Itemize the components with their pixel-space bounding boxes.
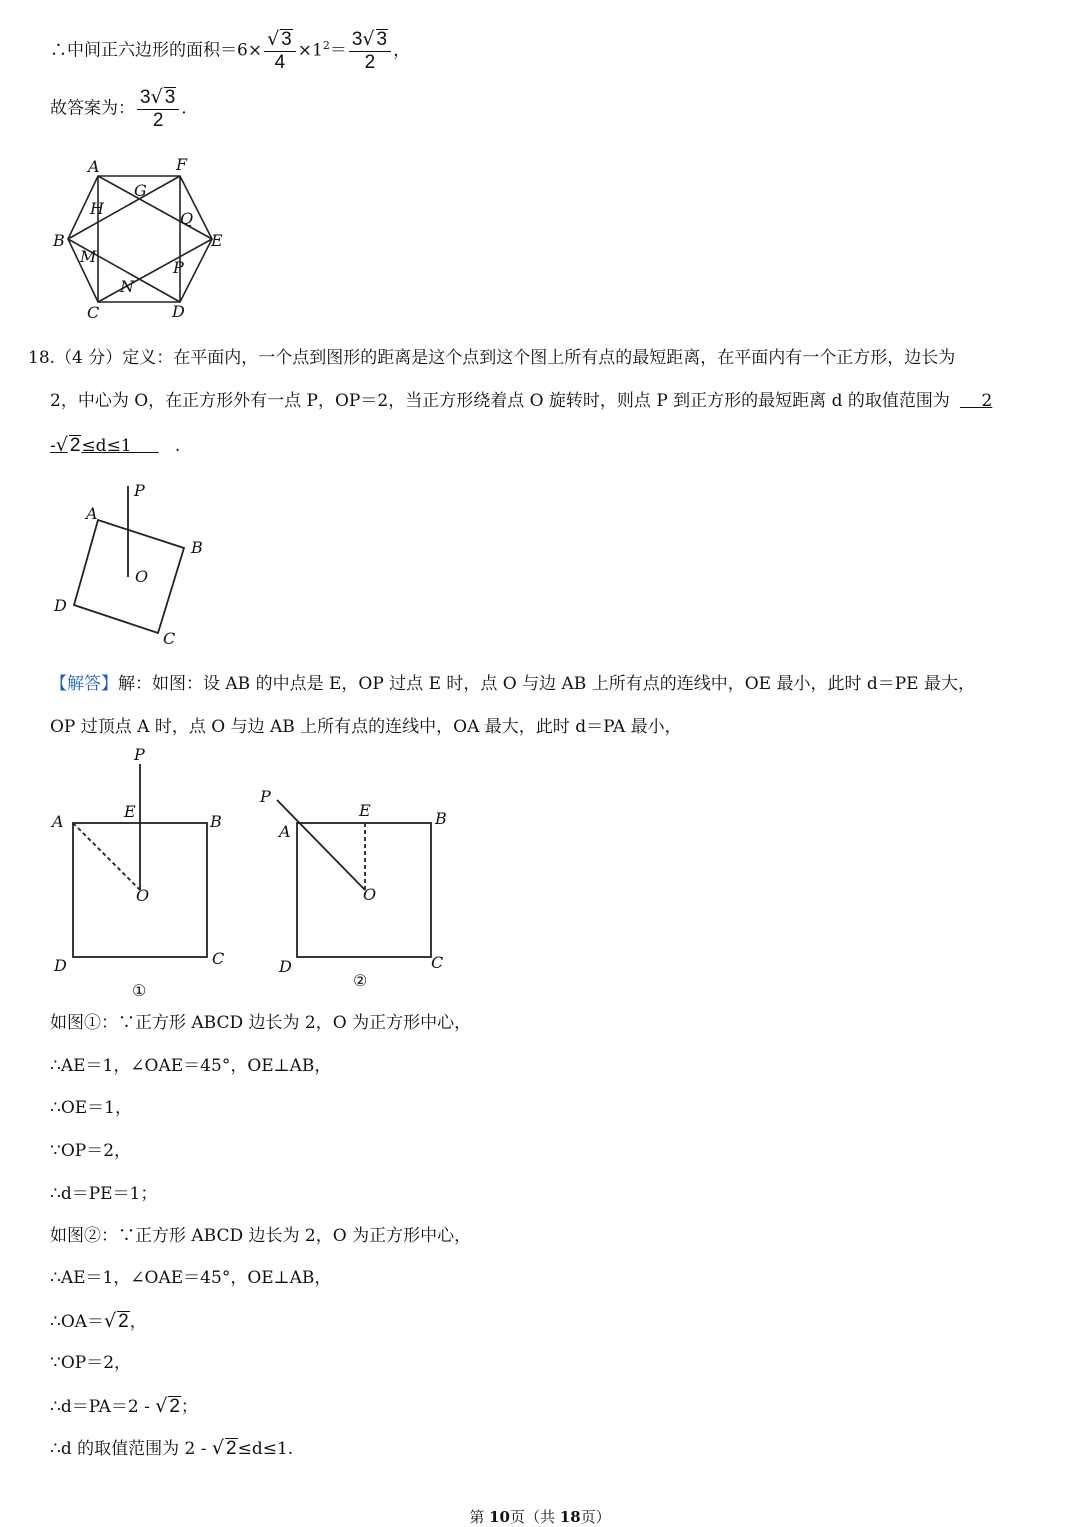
- fraction-3root3-over-2: $\frac{3√ 3}{2}$: [349, 28, 391, 74]
- step-9: ∵OP＝2，: [50, 1353, 132, 1373]
- fig1-label-C: C: [212, 949, 225, 968]
- sq-label-P: P: [134, 481, 145, 500]
- problem18-line1: 18.（4 分）定义：在平面内，一个点到图形的距离是这个点到这个图上所有点的最短距离，在平面内有一个正方形，边长为: [28, 348, 956, 368]
- fig2-label-E: E: [359, 801, 371, 820]
- answer-blank-part2: -√ 2≤d≤1: [50, 434, 132, 456]
- answer-line: 故答案为： $\frac{3√ 3}{2}$ .: [50, 86, 187, 131]
- hex-label-E: E: [211, 231, 223, 250]
- fig1-label-D: D: [54, 956, 67, 975]
- figure-2: [255, 780, 455, 1005]
- sq-label-A: A: [86, 504, 98, 523]
- step-8: ∴OA＝√ 2，: [50, 1310, 147, 1332]
- problem18-line3: -√ 2≤d≤1 .: [50, 434, 181, 456]
- area-formula-prefix: ∴中间正六边形的面积＝6×: [50, 40, 263, 61]
- hex-label-Q: Q: [180, 209, 194, 228]
- hex-label-D: D: [172, 302, 185, 321]
- solution-line1: 【解答】解：如图：设 AB 的中点是 E，OP 过点 E 时，点 O 与边 AB 上所有点的连线中，OE 最小，此时 d＝PE 最大，: [50, 674, 975, 694]
- step-6: 如图②：∵正方形 ABCD 边长为 2，O 为正方形中心，: [50, 1226, 472, 1246]
- sq-label-O: O: [135, 567, 149, 586]
- sq-label-D: D: [54, 596, 67, 615]
- hex-label-H: H: [90, 199, 104, 218]
- fig2-label-A: A: [279, 822, 291, 841]
- hexagon-figure: [50, 150, 230, 325]
- area-formula-line: ∴中间正六边形的面积＝6× $\frac{√ 3}{4}$ $\times 1^2=$ $\frac{3√ 3}{2}$ ，: [50, 28, 411, 73]
- hex-label-M: M: [80, 247, 97, 266]
- hex-label-P: P: [173, 258, 184, 277]
- fraction-root3-over-4: $\frac{√ 3}{4}$: [264, 28, 296, 74]
- answer-fraction: $\frac{3√ 3}{2}$: [137, 86, 179, 132]
- step-3: ∴OE＝1，: [50, 1098, 132, 1118]
- figure-1: [50, 740, 240, 1005]
- hex-label-N: N: [120, 277, 134, 296]
- fig2-label-O: O: [363, 885, 377, 904]
- page-total: 18: [559, 1508, 581, 1526]
- fig2-label-P: P: [260, 787, 271, 806]
- fig2-label-C: C: [431, 953, 444, 972]
- problem18-line2: 2，中心为 O，在正方形外有一点 P，OP＝2，当正方形绕着点 O 旋转时，则点 P 到正方形的最短距离 d 的取值范围为 2: [50, 391, 993, 411]
- step-7: ∴AE＝1，∠OAE＝45°，OE⊥AB，: [50, 1268, 332, 1288]
- step-11: ∴d 的取值范围为 2 - √ 2≤d≤1.: [50, 1437, 294, 1459]
- fig1-label-A: A: [52, 812, 64, 831]
- sq-label-C: C: [163, 629, 176, 648]
- sq-label-B: B: [191, 538, 203, 557]
- rotated-square-figure: [50, 478, 220, 653]
- step-1: 如图①：∵正方形 ABCD 边长为 2，O 为正方形中心，: [50, 1013, 472, 1033]
- rotated-square: [74, 520, 184, 633]
- hex-label-A: A: [88, 157, 100, 176]
- hex-label-F: F: [176, 155, 188, 174]
- fig2-caption: ②: [353, 971, 368, 990]
- fig1-label-P: P: [134, 745, 145, 764]
- hex-label-C: C: [87, 303, 100, 322]
- fig2-label-B: B: [435, 809, 447, 828]
- fig1-dashed-AO: [73, 823, 140, 890]
- step-4: ∵OP＝2，: [50, 1141, 132, 1161]
- fig1-caption: ①: [132, 981, 147, 1000]
- fig1-label-B: B: [210, 812, 222, 831]
- answer-blank-part1: 2: [981, 391, 993, 411]
- page-footer: 第 10页（共 18页）: [469, 1508, 611, 1526]
- fig1-label-E: E: [124, 802, 136, 821]
- solution-tag: 【解答】: [50, 674, 118, 694]
- fig1-label-O: O: [136, 886, 150, 905]
- step-2: ∴AE＝1，∠OAE＝45°，OE⊥AB，: [50, 1056, 332, 1076]
- fig2-segment-PO: [277, 800, 365, 890]
- hex-label-B: B: [53, 231, 65, 250]
- step-5: ∴d＝PE＝1；: [50, 1184, 158, 1204]
- hex-label-G: G: [134, 181, 147, 200]
- page-number: 10: [489, 1508, 510, 1526]
- solution-line2: OP 过顶点 A 时，点 O 与边 AB 上所有点的连线中，OA 最大，此时 d＝PA 最小，: [50, 717, 682, 737]
- fig2-label-D: D: [279, 957, 292, 976]
- step-10: ∴d＝PA＝2 - √ 2；: [50, 1395, 198, 1417]
